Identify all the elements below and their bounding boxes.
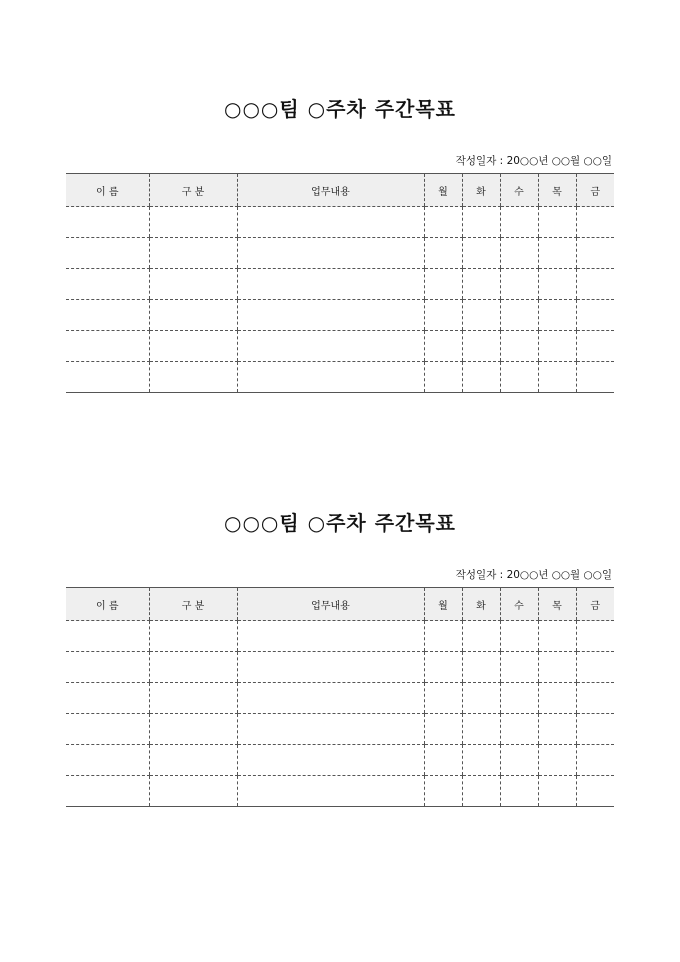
header-thu: 목 xyxy=(538,588,576,621)
cell-task[interactable] xyxy=(237,683,424,714)
cell-fri[interactable] xyxy=(576,745,614,776)
goals-table-body xyxy=(66,207,614,393)
cell-category[interactable] xyxy=(149,621,237,652)
cell-thu[interactable] xyxy=(538,269,576,300)
table-row xyxy=(66,331,614,362)
goals-table-body xyxy=(66,621,614,807)
cell-tue[interactable] xyxy=(462,331,500,362)
header-tue: 화 xyxy=(462,174,500,207)
cell-tue[interactable] xyxy=(462,714,500,745)
header-fri: 금 xyxy=(576,174,614,207)
cell-fri[interactable] xyxy=(576,683,614,714)
cell-thu[interactable] xyxy=(538,238,576,269)
header-wed: 수 xyxy=(500,588,538,621)
cell-tue[interactable] xyxy=(462,683,500,714)
cell-name[interactable] xyxy=(66,683,149,714)
header-name: 이 름 xyxy=(66,174,149,207)
cell-mon[interactable] xyxy=(424,621,462,652)
cell-wed[interactable] xyxy=(500,362,538,393)
date-label: 작성일자 : xyxy=(455,569,507,581)
cell-category[interactable] xyxy=(149,714,237,745)
cell-wed[interactable] xyxy=(500,238,538,269)
header-task: 업무내용 xyxy=(237,588,424,621)
weekly-goal-form-1 xyxy=(66,92,614,393)
cell-name[interactable] xyxy=(66,714,149,745)
cell-wed[interactable] xyxy=(500,776,538,807)
header-mon: 월 xyxy=(424,174,462,207)
table-row xyxy=(66,714,614,745)
cell-category[interactable] xyxy=(149,269,237,300)
header-task: 업무내용 xyxy=(237,174,424,207)
table-row xyxy=(66,776,614,807)
cell-tue[interactable] xyxy=(462,238,500,269)
cell-fri[interactable] xyxy=(576,331,614,362)
cell-wed[interactable] xyxy=(500,683,538,714)
table-row xyxy=(66,362,614,393)
date-value: 20○○년 ○○월 ○○일 xyxy=(506,569,612,581)
cell-category[interactable] xyxy=(149,331,237,362)
weekly-goal-form-2 xyxy=(66,506,614,807)
cell-mon[interactable] xyxy=(424,238,462,269)
cell-task[interactable] xyxy=(237,238,424,269)
cell-name[interactable] xyxy=(66,238,149,269)
cell-task[interactable] xyxy=(237,714,424,745)
cell-thu[interactable] xyxy=(538,683,576,714)
cell-thu[interactable] xyxy=(538,207,576,238)
cell-name[interactable] xyxy=(66,621,149,652)
cell-tue[interactable] xyxy=(462,745,500,776)
cell-name[interactable] xyxy=(66,269,149,300)
cell-wed[interactable] xyxy=(500,621,538,652)
cell-mon[interactable] xyxy=(424,269,462,300)
cell-name[interactable] xyxy=(66,652,149,683)
cell-task[interactable] xyxy=(237,300,424,331)
date-line xyxy=(66,153,614,169)
cell-name[interactable] xyxy=(66,776,149,807)
goals-table xyxy=(66,173,614,393)
cell-mon[interactable] xyxy=(424,776,462,807)
cell-fri[interactable] xyxy=(576,621,614,652)
header-mon: 월 xyxy=(424,588,462,621)
cell-tue[interactable] xyxy=(462,300,500,331)
header-row xyxy=(66,174,614,207)
goals-table xyxy=(66,587,614,807)
cell-category[interactable] xyxy=(149,300,237,331)
table-row xyxy=(66,207,614,238)
date-value: 20○○년 ○○월 ○○일 xyxy=(506,155,612,167)
header-category: 구 분 xyxy=(149,588,237,621)
cell-mon[interactable] xyxy=(424,300,462,331)
cell-wed[interactable] xyxy=(500,745,538,776)
cell-category[interactable] xyxy=(149,776,237,807)
cell-thu[interactable] xyxy=(538,776,576,807)
cell-fri[interactable] xyxy=(576,269,614,300)
cell-mon[interactable] xyxy=(424,683,462,714)
cell-thu[interactable] xyxy=(538,745,576,776)
cell-tue[interactable] xyxy=(462,362,500,393)
cell-thu[interactable] xyxy=(538,331,576,362)
header-tue: 화 xyxy=(462,588,500,621)
date-line xyxy=(66,567,614,583)
cell-name[interactable] xyxy=(66,207,149,238)
cell-category[interactable] xyxy=(149,238,237,269)
table-row xyxy=(66,683,614,714)
date-label: 작성일자 : xyxy=(455,155,507,167)
header-name: 이 름 xyxy=(66,588,149,621)
cell-mon[interactable] xyxy=(424,207,462,238)
header-wed: 수 xyxy=(500,174,538,207)
cell-mon[interactable] xyxy=(424,745,462,776)
header-thu: 목 xyxy=(538,174,576,207)
header-category: 구 분 xyxy=(149,174,237,207)
cell-task[interactable] xyxy=(237,362,424,393)
cell-tue[interactable] xyxy=(462,776,500,807)
table-row xyxy=(66,238,614,269)
cell-name[interactable] xyxy=(66,300,149,331)
cell-fri[interactable] xyxy=(576,238,614,269)
table-row xyxy=(66,652,614,683)
cell-fri[interactable] xyxy=(576,776,614,807)
cell-thu[interactable] xyxy=(538,362,576,393)
header-row xyxy=(66,588,614,621)
cell-wed[interactable] xyxy=(500,331,538,362)
cell-tue[interactable] xyxy=(462,621,500,652)
cell-task[interactable] xyxy=(237,621,424,652)
cell-tue[interactable] xyxy=(462,652,500,683)
cell-wed[interactable] xyxy=(500,207,538,238)
cell-mon[interactable] xyxy=(424,714,462,745)
cell-wed[interactable] xyxy=(500,300,538,331)
cell-category[interactable] xyxy=(149,362,237,393)
cell-wed[interactable] xyxy=(500,714,538,745)
cell-category[interactable] xyxy=(149,652,237,683)
cell-fri[interactable] xyxy=(576,652,614,683)
cell-task[interactable] xyxy=(237,776,424,807)
cell-mon[interactable] xyxy=(424,362,462,393)
form-title: ○○○팀 ○주차 주간목표 xyxy=(224,97,456,121)
cell-wed[interactable] xyxy=(500,269,538,300)
cell-tue[interactable] xyxy=(462,269,500,300)
cell-mon[interactable] xyxy=(424,652,462,683)
cell-thu[interactable] xyxy=(538,714,576,745)
cell-fri[interactable] xyxy=(576,714,614,745)
cell-category[interactable] xyxy=(149,683,237,714)
cell-category[interactable] xyxy=(149,207,237,238)
header-fri: 금 xyxy=(576,588,614,621)
table-row xyxy=(66,300,614,331)
cell-name[interactable] xyxy=(66,745,149,776)
cell-name[interactable] xyxy=(66,362,149,393)
cell-thu[interactable] xyxy=(538,300,576,331)
cell-tue[interactable] xyxy=(462,207,500,238)
cell-fri[interactable] xyxy=(576,300,614,331)
cell-task[interactable] xyxy=(237,652,424,683)
cell-task[interactable] xyxy=(237,331,424,362)
cell-mon[interactable] xyxy=(424,331,462,362)
cell-name[interactable] xyxy=(66,331,149,362)
cell-fri[interactable] xyxy=(576,362,614,393)
cell-wed[interactable] xyxy=(500,652,538,683)
cell-task[interactable] xyxy=(237,207,424,238)
cell-task[interactable] xyxy=(237,745,424,776)
cell-category[interactable] xyxy=(149,745,237,776)
table-row xyxy=(66,621,614,652)
cell-thu[interactable] xyxy=(538,652,576,683)
form-title: ○○○팀 ○주차 주간목표 xyxy=(224,511,456,535)
cell-thu[interactable] xyxy=(538,621,576,652)
cell-task[interactable] xyxy=(237,269,424,300)
table-row xyxy=(66,269,614,300)
table-row xyxy=(66,745,614,776)
cell-fri[interactable] xyxy=(576,207,614,238)
